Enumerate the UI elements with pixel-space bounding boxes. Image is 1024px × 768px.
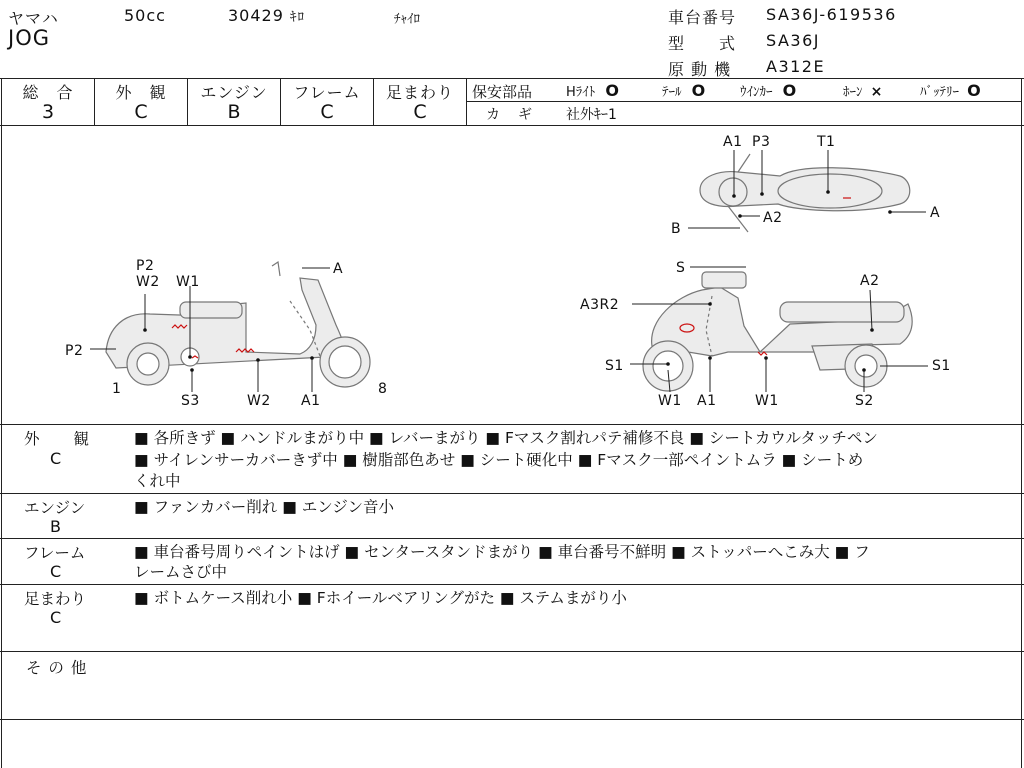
type-value: SA36J [766, 31, 820, 50]
diagram-label: P2 [65, 343, 84, 359]
diagram-label: S2 [855, 393, 874, 409]
damage-diagram [0, 126, 1024, 424]
safety-item-mark: × [870, 84, 883, 100]
diagram-label: S1 [605, 358, 624, 374]
diagram-label: 8 [378, 381, 388, 397]
body-color: ﾁｬｲﾛ [394, 12, 420, 27]
displacement: 50cc [124, 6, 166, 25]
grade-frame-value: C [320, 101, 334, 123]
key-value: 社外ｷｰ1 [566, 107, 617, 123]
notes-suspension-category: 足まわり [24, 590, 87, 608]
grade-exterior-value: C [134, 101, 148, 123]
notes-suspension-grade: C [50, 608, 62, 627]
notes-exterior-line: ■ 各所きず ■ ハンドルまがり中 ■ レバーまがり ■ Fマスク割れパテ補修不良 ■ シートカウルタッチペン [134, 429, 878, 447]
diagram-label: P3 [752, 134, 771, 150]
grade-suspension-value: C [413, 101, 427, 123]
frame-no-value: SA36J-619536 [766, 5, 897, 24]
grade-engine-title: エンジン [200, 83, 268, 102]
safety-item-name: Hﾗｲﾄ [566, 85, 596, 100]
divider [0, 493, 1024, 494]
diagram-label: A [930, 205, 941, 221]
diagram-label: W2 [136, 274, 160, 290]
safety-label: 保安部品 [472, 83, 533, 101]
grade-exterior-title: 外 観 [115, 83, 167, 102]
notes-frame-category: フレーム [24, 544, 86, 562]
diagram-label: A2 [763, 210, 783, 226]
diagram-label: A1 [697, 393, 717, 409]
notes-suspension-line: ■ ボトムケース削れ小 ■ Fホイールベアリングがた ■ ステムまがり小 [134, 589, 627, 607]
safety-item-battery [920, 81, 981, 100]
safety-item-tail [662, 81, 705, 100]
diagram-label: S [676, 260, 686, 276]
diagram-label: A2 [860, 273, 880, 289]
key-label: カ ギ [486, 107, 534, 123]
diagram-label: P2 [136, 258, 155, 274]
safety-item-mark: O [691, 81, 706, 100]
safety-item-headlight [566, 81, 619, 100]
grade-engine-value: B [227, 101, 241, 123]
diagram-label: B [671, 221, 682, 237]
type-label: 型 式 [668, 34, 737, 53]
diagram-label: T1 [817, 134, 836, 150]
diagram-label: W1 [658, 393, 682, 409]
diagram-label: S1 [932, 358, 951, 374]
diagram-label: S3 [181, 393, 200, 409]
maker-name: ヤマハ [8, 9, 59, 28]
notes-exterior-line: くれ中 [134, 472, 181, 490]
safety-item-mark: O [605, 81, 620, 100]
divider [0, 538, 1024, 539]
safety-item-name: ﾃｰﾙ [662, 85, 682, 100]
notes-exterior-grade: C [50, 449, 62, 468]
model-name: JOG [8, 26, 50, 50]
diagram-label: 1 [112, 381, 122, 397]
safety-item-name: ｳｲﾝｶｰ [740, 85, 773, 100]
diagram-label: A3R2 [580, 297, 620, 313]
diagram-label: W2 [247, 393, 271, 409]
divider [466, 101, 1022, 102]
grade-suspension-title: 足まわり [385, 83, 454, 102]
grade-frame-title: フレーム [293, 83, 361, 102]
safety-item-mark: O [782, 81, 797, 100]
safety-item-winker [740, 81, 796, 100]
mileage [228, 6, 305, 25]
engine-value: A312E [766, 57, 826, 76]
diagram-label: A1 [723, 134, 743, 150]
grade-overall-title: 総 合 [22, 83, 74, 102]
divider [0, 719, 1024, 720]
notes-engine-line: ■ ファンカバー削れ ■ エンジン音小 [134, 498, 394, 516]
mileage-value: 30429 [228, 6, 284, 25]
notes-frame-grade: C [50, 562, 62, 581]
notes-frame-line: レームさび中 [134, 563, 228, 581]
diagram-label: W1 [755, 393, 779, 409]
engine-label: 原 動 機 [668, 60, 732, 79]
scooter-top-view [700, 154, 910, 232]
notes-exterior-line: ■ サイレンサーカバーきず中 ■ 樹脂部色あせ ■ シート硬化中 ■ Fマスク一部ペイントムラ ■ シートめ [134, 451, 864, 469]
divider [0, 424, 1024, 425]
safety-item-name: ﾎｰﾝ [843, 85, 863, 100]
diagram-label: A1 [301, 393, 321, 409]
divider [0, 584, 1024, 585]
grade-overall-value: 3 [41, 101, 55, 123]
diagram-label: A [333, 261, 344, 277]
notes-engine-grade: B [50, 517, 61, 536]
frame-no-label: 車台番号 [668, 8, 737, 27]
safety-item-horn [843, 81, 882, 100]
notes-frame-line: ■ 車台番号周りペイントはげ ■ センタースタンドまがり ■ 車台番号不鮮明 ■ ストッパーへこみ大 ■ フ [134, 543, 870, 561]
divider [0, 78, 1024, 79]
divider [0, 651, 1024, 652]
mileage-unit: ｷﾛ [290, 10, 305, 25]
diagram-label: W1 [176, 274, 200, 290]
safety-item-mark: O [967, 81, 981, 100]
divider [466, 78, 467, 125]
notes-engine-category: エンジン [24, 499, 86, 517]
safety-item-name: ﾊﾞｯﾃﾘｰ [920, 85, 959, 100]
notes-other-category: そ の 他 [26, 659, 88, 677]
notes-exterior-category: 外 観 [24, 430, 91, 448]
